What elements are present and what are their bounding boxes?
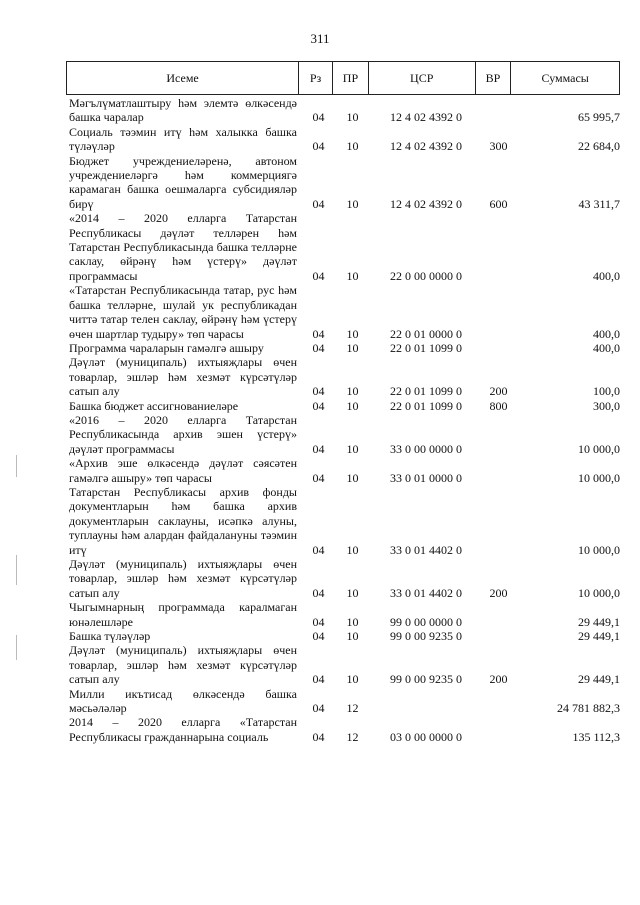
table-row: [66, 341, 620, 355]
row-rz: 04: [312, 729, 325, 744]
row-csr: 12 4 02 4392 0: [390, 110, 462, 125]
row-rz: 04: [312, 398, 325, 413]
row-rz: 04: [312, 196, 325, 211]
row-pr: 12: [346, 729, 359, 744]
table-row: [66, 557, 620, 600]
row-pr: 10: [346, 672, 359, 687]
row-name: Дәүләт (муниципаль) ихтыяҗлары өчен товарлар, эшләр һәм хезмәт күрсәтүләр сатып алу: [69, 355, 297, 399]
header-sum: Суммасы: [541, 70, 589, 85]
table-row: [66, 413, 620, 456]
row-name: 2014 – 2020 елларга «Татарстан Республикасы гражданнарына социаль: [69, 715, 297, 744]
table-header: [66, 61, 620, 95]
row-name: Бюджет учреждениеләренә, автоном учреждениеләргә һәм коммерциягә карамаган башка оешмаларга субсидияләр бирү: [69, 153, 297, 211]
row-pr: 10: [346, 614, 359, 629]
table-row: [66, 485, 620, 557]
row-vr: [481, 687, 516, 716]
row-sum: 29 449,1: [578, 672, 620, 687]
row-pr: 10: [346, 196, 359, 211]
row-sum: 300,0: [593, 398, 620, 413]
row-rz: 04: [312, 340, 325, 355]
row-csr: 22 0 01 1099 0: [390, 340, 462, 355]
row-csr: 22 0 01 1099 0: [390, 398, 462, 413]
page-number: 311: [310, 31, 330, 46]
row-vr: 800: [489, 398, 508, 413]
row-sum: 43 311,7: [578, 196, 620, 211]
row-pr: 10: [346, 470, 359, 485]
scan-margin-mark: [16, 455, 17, 477]
row-rz: 04: [312, 672, 325, 687]
row-name: Мәгълүматлаштыру һәм элемтә өлкәсендә башка чаралар: [69, 96, 297, 125]
header-pr: ПР: [333, 62, 369, 94]
row-name: Социаль тәэмин итү һәм халыкка башка түләүләр: [69, 124, 297, 154]
row-pr: 10: [346, 585, 359, 600]
row-csr: 12 4 02 4392 0: [390, 196, 462, 211]
row-vr: [481, 211, 516, 283]
row-sum: 135 112,3: [572, 729, 620, 744]
row-sum: 29 449,1: [578, 614, 620, 629]
row-vr: 300: [489, 139, 508, 154]
row-rz: 04: [312, 585, 325, 600]
table-row: [66, 355, 620, 398]
row-pr: 10: [346, 139, 359, 154]
scan-margin-mark: [16, 635, 17, 660]
row-sum: 22 684,0: [578, 139, 620, 154]
row-pr: 12: [346, 701, 359, 716]
row-name: Чыгымнарның программада каралмаган юнәлешләре: [69, 600, 297, 629]
table-row: [66, 629, 620, 643]
row-csr: 33 0 00 0000 0: [390, 441, 462, 456]
row-sum: 400,0: [593, 326, 620, 341]
row-pr: 10: [346, 542, 359, 557]
row-vr: [481, 715, 516, 744]
row-vr: 200: [489, 672, 508, 687]
row-vr: [481, 341, 516, 355]
row-pr: 10: [346, 268, 359, 283]
row-pr: 10: [346, 398, 359, 413]
scan-margin-mark: [16, 555, 17, 585]
row-vr: [481, 413, 516, 456]
row-pr: 10: [346, 629, 359, 644]
row-rz: 04: [312, 268, 325, 283]
budget-table: [66, 61, 620, 744]
row-csr: 03 0 00 0000 0: [390, 729, 462, 744]
row-vr: 200: [489, 585, 508, 600]
table-row: [66, 154, 620, 212]
row-sum: 10 000,0: [578, 441, 620, 456]
row-sum: 100,0: [593, 384, 620, 399]
row-rz: 04: [312, 139, 325, 154]
row-vr: 600: [489, 196, 508, 211]
row-csr: 22 0 00 0000 0: [390, 268, 462, 283]
row-sum: 10 000,0: [578, 470, 620, 485]
row-csr: 33 0 01 4402 0: [390, 585, 462, 600]
row-csr: 99 0 00 9235 0: [390, 672, 462, 687]
row-vr: 200: [489, 384, 508, 399]
table-row: [66, 283, 620, 341]
row-csr: 12 4 02 4392 0: [390, 139, 462, 154]
row-sum: 65 995,7: [578, 110, 620, 125]
row-vr: [481, 629, 516, 643]
row-name: Татарстан Республикасы архив фонды документларын һәм башка архив документларын саклауны, исәпкә алуны, туплауны һәм алардан файдалануны тәэмин итү: [69, 484, 297, 557]
row-vr: [481, 456, 516, 485]
row-rz: 04: [312, 110, 325, 125]
table-row: [66, 399, 620, 413]
row-pr: 10: [346, 110, 359, 125]
row-csr: 99 0 00 9235 0: [390, 629, 462, 644]
row-csr: 22 0 01 0000 0: [390, 326, 462, 341]
row-csr: 22 0 01 1099 0: [390, 384, 462, 399]
row-name: Дәүләт (муниципаль) ихтыяҗлары өчен товарлар, эшләр һәм хезмәт күрсәтүләр сатып алу: [69, 643, 297, 687]
row-csr: [371, 687, 481, 716]
row-pr: 10: [346, 340, 359, 355]
row-rz: 04: [312, 441, 325, 456]
header-csr: ЦСР: [369, 62, 476, 94]
row-pr: 10: [346, 441, 359, 456]
row-name: «2014 – 2020 елларга Татарстан Республикасы дәүләт телләрен һәм Татарстан Республикасында башка телләрне саклау, өйрәнү һәм үстерү» дәүләт программасы: [69, 211, 297, 283]
row-pr: 10: [346, 326, 359, 341]
table-row: [66, 600, 620, 629]
table-row: [66, 643, 620, 686]
row-vr: [481, 96, 516, 125]
row-vr: [481, 600, 516, 629]
row-name: Дәүләт (муниципаль) ихтыяҗлары өчен товарлар, эшләр һәм хезмәт күрсәтүләр сатып алу: [69, 557, 297, 600]
row-sum: 10 000,0: [578, 585, 620, 600]
table-row: [66, 96, 620, 125]
row-rz: 04: [312, 384, 325, 399]
row-rz: 04: [312, 629, 325, 644]
row-sum: 24 781 882,3: [557, 701, 620, 716]
row-vr: [481, 485, 516, 557]
row-rz: 04: [312, 542, 325, 557]
row-rz: 04: [312, 701, 325, 716]
row-name: «Татарстан Республикасында татар, рус һәм башка телләрне, шулай ук республикадан читтә татар телен саклау, өйрәнү һәм үстерү өчен шартлар тудыру» төп чарасы: [69, 283, 297, 341]
table-body: [66, 96, 620, 744]
row-vr: [481, 283, 516, 341]
header-name: Исеме: [67, 62, 299, 94]
row-name: Башка бюджет ассигнованиеләре: [69, 398, 239, 413]
row-rz: 04: [312, 470, 325, 485]
row-rz: 04: [312, 326, 325, 341]
row-sum: 10 000,0: [578, 542, 620, 557]
table-row: [66, 687, 620, 716]
row-name: «2016 – 2020 елларга Татарстан Республикасында архив эшен үстерү» дәүләт программасы: [69, 412, 297, 456]
table-row: [66, 456, 620, 485]
table-row: [66, 715, 620, 744]
row-name: Башка түләүләр: [69, 629, 151, 644]
row-pr: 10: [346, 384, 359, 399]
row-rz: 04: [312, 614, 325, 629]
row-name: «Архив эше өлкәсендә дәүләт сәясәтен гамәлгә ашыру» төп чарасы: [69, 456, 297, 485]
table-row: [66, 125, 620, 154]
row-sum: 400,0: [593, 340, 620, 355]
row-csr: 33 0 01 0000 0: [390, 470, 462, 485]
row-name: Программа чараларын гамәлгә ашыру: [69, 340, 264, 355]
row-sum: 29 449,1: [578, 629, 620, 644]
row-csr: 33 0 01 4402 0: [390, 542, 462, 557]
row-sum: 400,0: [593, 268, 620, 283]
table-row: [66, 211, 620, 283]
header-rz: Рз: [299, 62, 333, 94]
header-vr: ВР: [476, 62, 512, 94]
row-csr: 99 0 00 0000 0: [390, 614, 462, 629]
row-name: Милли икътисад өлкәсендә башка мәсьәләләр: [69, 686, 297, 716]
